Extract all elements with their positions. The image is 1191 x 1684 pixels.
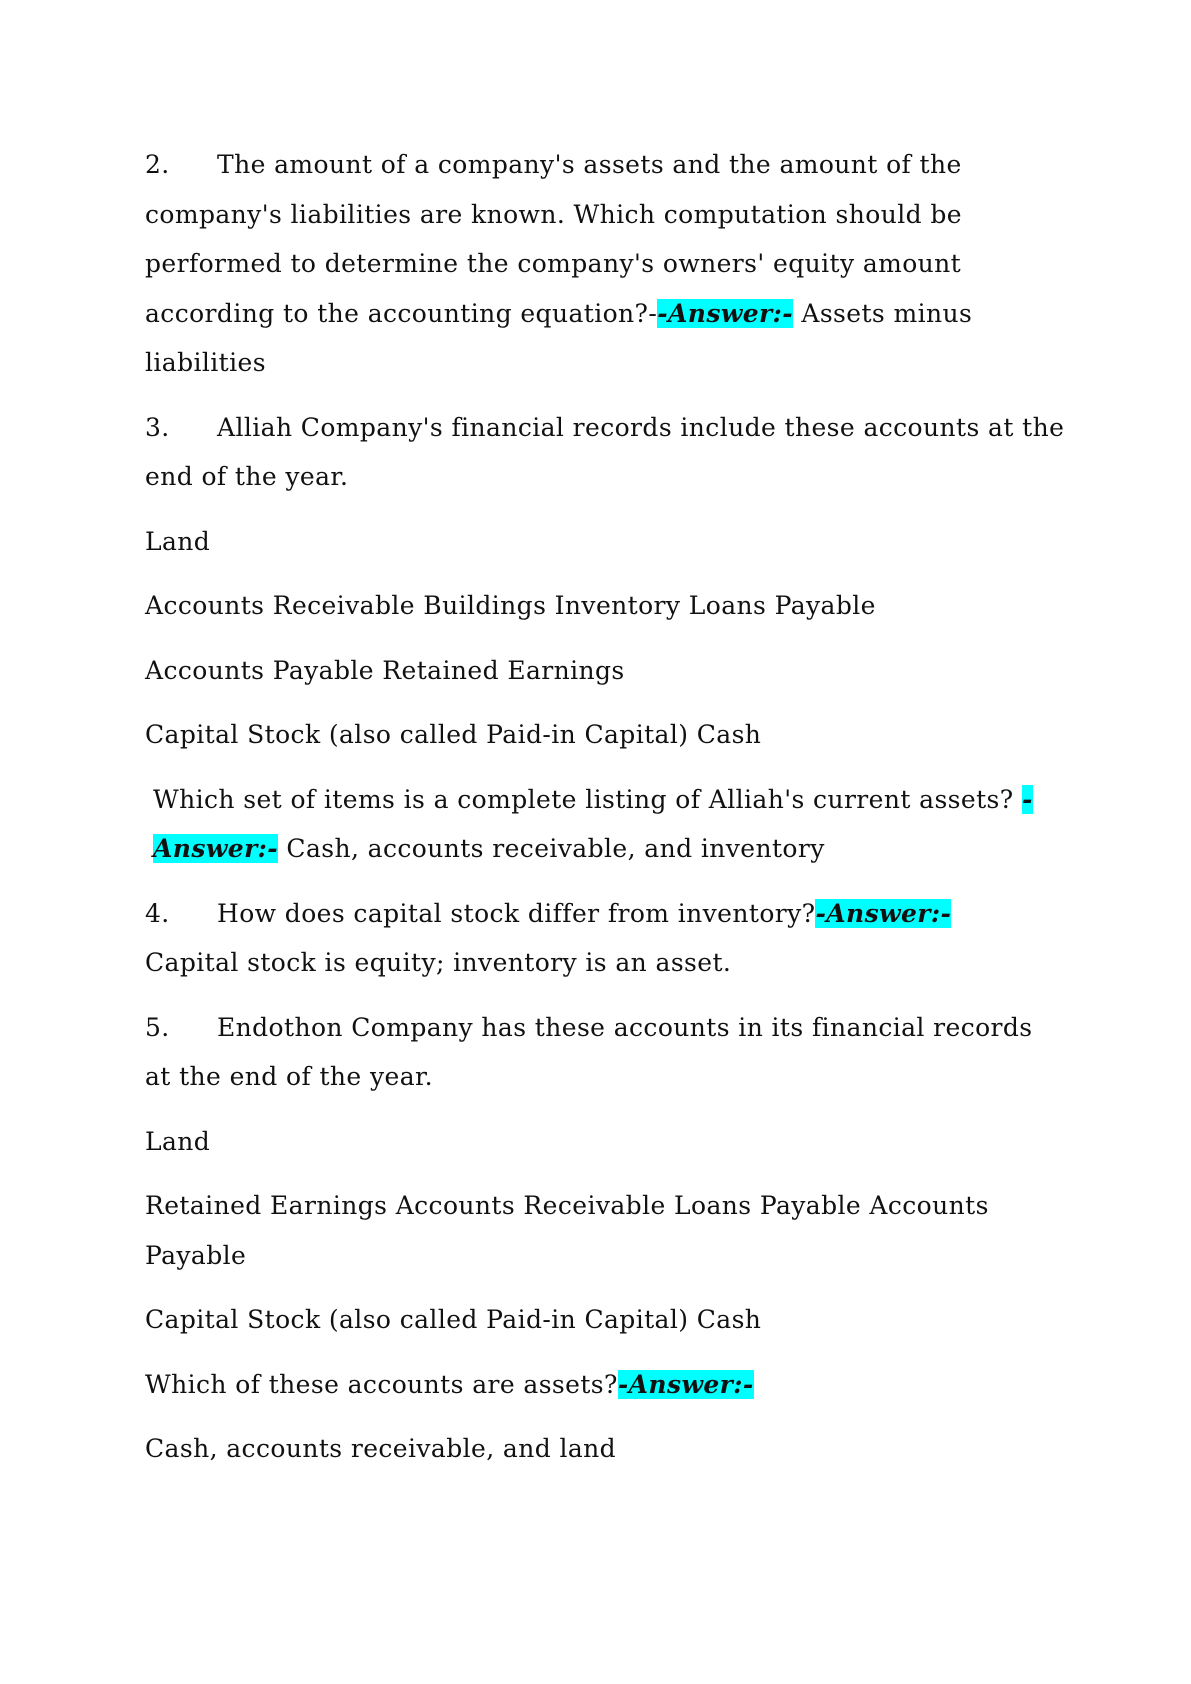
- answer-text: Cash, accounts receivable, and land: [145, 1434, 617, 1463]
- question-text: Which of these accounts are assets?: [145, 1369, 618, 1399]
- answer-text: Assets minus liabilities: [145, 298, 973, 377]
- answer-marker: -Answer:-: [617, 1369, 754, 1399]
- account-line: Accounts Payable Retained Earnings: [145, 655, 625, 685]
- question-number: 2.: [145, 150, 170, 179]
- document-page: [145, 140, 1065, 1489]
- question-number: 3.: [145, 412, 170, 442]
- account-line: Capital Stock (also called Paid-in Capital) Cash: [145, 1305, 762, 1334]
- question-number: 4.: [145, 898, 170, 928]
- account-line: Capital Stock (also called Paid-in Capital) Cash: [145, 720, 762, 749]
- answer-marker: -Answer:-: [657, 298, 794, 328]
- question-4: [145, 889, 1065, 988]
- account-line: Land: [145, 526, 211, 556]
- answer-text: Cash, accounts receivable, and inventory: [278, 834, 825, 863]
- answer-marker: -Answer:-: [153, 784, 1033, 863]
- question-text: Alliah Company's financial records include these accounts at the end of the year.: [145, 412, 1065, 491]
- question-text: The amount of a company's assets and the amount of the company's liabilities are known. Which computation should be performed to determine the company's owners' equity amount according to the accounting equation?-: [145, 150, 962, 328]
- answer-marker: -Answer:-: [815, 898, 952, 928]
- question-text: Which set of items is a complete listing of Alliah's current assets?: [153, 784, 1014, 814]
- question-number: 5.: [145, 1012, 170, 1042]
- question-3-intro: [145, 403, 1065, 502]
- question-5-prompt: [145, 1360, 1065, 1410]
- question-2: [145, 140, 1065, 388]
- account-line: Land: [145, 1126, 211, 1156]
- account-line: Retained Earnings Accounts Receivable Loans Payable Accounts Payable: [145, 1191, 989, 1270]
- account-line: Accounts Receivable Buildings Inventory Loans Payable: [145, 591, 876, 620]
- question-text: Endothon Company has these accounts in its financial records at the end of the year.: [145, 1012, 1033, 1091]
- question-text: How does capital stock differ from inventory?: [217, 898, 816, 928]
- question-3-prompt: [145, 775, 1065, 874]
- question-5-intro: [145, 1003, 1065, 1102]
- answer-text: Capital stock is equity; inventory is an asset.: [145, 948, 732, 977]
